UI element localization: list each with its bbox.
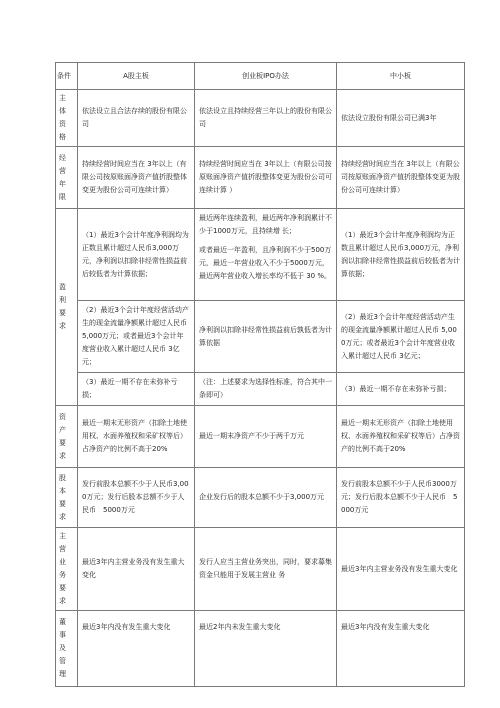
label-equity: 股 本 要 求	[56, 468, 78, 528]
label-subject: 主 体 资 格	[56, 90, 78, 147]
cell-equity-sme: 发行前股本总额不少于人民币3000万元；发行后股本总额不少于人民币 5000万元	[337, 468, 465, 528]
cell-profit-gem-1	[195, 209, 337, 301]
cell-profit-gem-3: （注：上述要求为选择性标准，符合其中一条即可）	[195, 373, 337, 406]
header-row	[56, 63, 465, 90]
cell-management-a: 最近3年内没有发生重大变化	[78, 611, 195, 687]
row-management	[56, 611, 465, 687]
row-assets	[56, 406, 465, 468]
label-management: 董 事 及 管 理	[56, 611, 78, 687]
header-condition: 条件	[56, 63, 78, 90]
profit-gem-standard-2: 或者最近一年盈利，且净利润不少于500万元，最近一年营业收入不少于5000万元，最近两年营业收入增长率均不低于 30 %。	[199, 246, 332, 280]
profit-gem-standard-1: 最近两年连续盈利，最近两年净利润累计不少于1000万元，且持续增 长；	[199, 214, 332, 235]
cell-business-a: 最近3年内主营业务没有发生重大变化	[78, 528, 195, 611]
listing-requirements-table	[55, 62, 465, 687]
cell-management-sme: 最近3年内没有发生重大变化	[337, 611, 465, 687]
row-period	[56, 147, 465, 209]
cell-management-gem: 最近2年内未发生重大变化	[195, 611, 337, 687]
row-profit-1	[56, 209, 465, 301]
cell-profit-a-2: （2）最近3个会计年度经营活动产生的现金流量净额累计超过人民币 5,000万元；或者最近3个会计年度营业收入累计超过人民币 3亿元；	[78, 301, 195, 373]
row-business	[56, 528, 465, 611]
cell-business-gem: 发行人应当主营业务突出，同时，要求募集资金只能用于发展主营业 务	[195, 528, 337, 611]
cell-assets-sme: 最近一期末无形资产（扣除土地使用权、水面养殖权和采矿权等后）占净资产的比例不高于20%	[337, 406, 465, 468]
cell-period-a: 持续经营时间应当在 3年以上（有限公司按原账面净资产值折股整体变更为股份公司可连续计算）	[78, 147, 195, 209]
cell-profit-sme-3: （3）最近一期不存在未弥补亏损；	[337, 373, 465, 406]
label-business: 主 营 业 务 要 求	[56, 528, 78, 611]
label-assets: 资 产 要 求	[56, 406, 78, 468]
row-profit-3	[56, 373, 465, 406]
cell-profit-sme-1: （1）最近3个会计年度净利润均为正数且累计超过人民币3,000万元，净利润以扣除非经常性损益前后较低者为计算依据；	[337, 209, 465, 301]
row-subject	[56, 90, 465, 147]
cell-assets-gem: 最近一期末净资产不少于两千万元	[195, 406, 337, 468]
cell-profit-a-1: （1）最近3个会计年度净利润均为正数且累计超过人民币3,000万元，净利润以扣除非经常性损益前后较低者为计算依据；	[78, 209, 195, 301]
label-profit: 盈 利 要 求	[56, 209, 78, 406]
label-period: 经 营 年 限	[56, 147, 78, 209]
cell-assets-a: 最近一期末无形资产（扣除土地使用权、水面养殖权和采矿权等后）占净资产的比例不高于20%	[78, 406, 195, 468]
cell-subject-sme: 依法设立股份有限公司已满3年	[337, 90, 465, 147]
cell-subject-a: 依法设立且合法存续的股份有限公司	[78, 90, 195, 147]
cell-profit-a-3: （3）最近一期不存在未弥补亏损；	[78, 373, 195, 406]
header-a-board: A股主板	[78, 63, 195, 90]
comparison-sheet	[55, 62, 464, 687]
cell-period-gem: 持续经营时间应当在 3年以上（有限公司按原账面净资产值折股整体变更为股份公司可连续计算 ）	[195, 147, 337, 209]
cell-equity-gem: 企业发行后的股本总额不少于3,000万元	[195, 468, 337, 528]
row-profit-2	[56, 301, 465, 373]
cell-profit-sme-2: （2）最近3个会计年度经营活动产生的现金流量净额累计超过人民币 5,000万元；或者最近3个会计年度营业收入累计超过人民币 3亿元；	[337, 301, 465, 373]
header-gem: 创业板IPO办法	[195, 63, 337, 90]
cell-business-sme: 最近3年内主营业务没有发生重大变化	[337, 528, 465, 611]
row-equity	[56, 468, 465, 528]
header-sme: 中小板	[337, 63, 465, 90]
cell-profit-gem-2: 净利润以扣除非经常性损益前后孰低者为计算依据	[195, 301, 337, 373]
cell-period-sme: 持续经营时间应当在 3年以上（有限公司按原账面净资产值折股整体变更为股份公司可连续计算）	[337, 147, 465, 209]
cell-equity-a: 发行前股本总额不少于人民币3,000万元；发行后股本总额不少于人民币 5000万元	[78, 468, 195, 528]
cell-subject-gem: 依法设立且持续经营三年以上的股份有限公司	[195, 90, 337, 147]
